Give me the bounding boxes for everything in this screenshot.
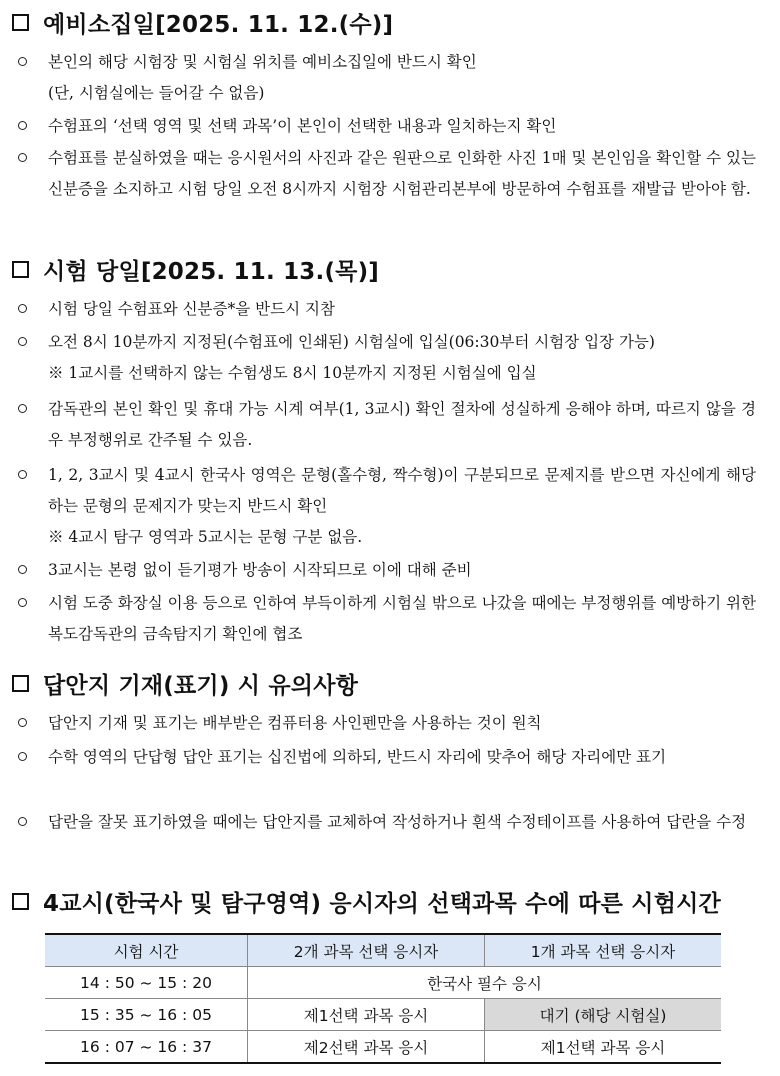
time-cell: 15 : 35 ~ 16 : 05 [45, 999, 248, 1031]
list-item [18, 394, 756, 456]
item-note: ※ 1교시를 선택하지 않는 수험생도 8시 10분까지 지정된 시험실에 입실 [48, 364, 537, 382]
circle-bullet-icon [18, 817, 27, 826]
circle-bullet-icon [18, 57, 27, 66]
circle-bullet-icon [18, 404, 27, 413]
section-title: 답안지 기재(표기) 시 유의사항 [43, 673, 359, 699]
item-text: 오전 8시 10분까지 지정된(수험표에 인쇄된) 시험실에 입실(06:30부터 시험장 입장 가능) [48, 333, 655, 351]
checkbox-square-icon [12, 893, 29, 910]
table-header-row [45, 934, 721, 967]
item-text: 본인의 해당 시험장 및 시험실 위치를 예비소집일에 반드시 확인 [48, 53, 477, 71]
section-title: 4교시(한국사 및 탐구영역) 응시자의 선택과목 수에 따른 시험시간 [43, 891, 721, 917]
circle-bullet-icon [18, 153, 27, 162]
column-header: 1개 과목 선택 응시자 [485, 934, 722, 967]
two-subject-cell: 제2선택 과목 응시 [248, 1031, 485, 1064]
table-row [45, 1031, 721, 1064]
list-item [18, 47, 756, 109]
item-text: 3교시는 본령 없이 듣기평가 방송이 시작되므로 이에 대해 준비 [48, 561, 472, 579]
list-item [18, 555, 756, 586]
item-text: 시험 도중 화장실 이용 등으로 인하여 부득이하게 시험실 밖으로 나갔을 때에는 부정행위를 예방하기 위한 복도감독관의 금속탐지기 확인에 협조 [48, 594, 756, 643]
list-item [18, 742, 756, 773]
section-heading [12, 6, 393, 39]
item-text: 수험표의 ‘선택 영역 및 선택 과목’이 본인이 선택한 내용과 일치하는지 확인 [48, 117, 557, 135]
item-note: (단, 시험실에는 들어갈 수 없음) [48, 84, 265, 102]
circle-bullet-icon [18, 752, 27, 761]
list-item [18, 708, 756, 739]
circle-bullet-icon [18, 470, 27, 479]
item-text: 수험표를 분실하였을 때는 응시원서의 사진과 같은 원판으로 인화한 사진 1매 및 본인임을 확인할 수 있는 신분증을 소지하고 시험 당일 오전 8시까지 시험장 시험관리본부에 방문하여 수험표를 재발급 받아야 함. [48, 149, 756, 198]
item-text: 답안지 기재 및 표기는 배부받은 컴퓨터용 사인펜만을 사용하는 것이 원칙 [48, 714, 542, 732]
list-item [18, 460, 756, 553]
time-cell: 16 : 07 ~ 16 : 37 [45, 1031, 248, 1064]
list-item [18, 327, 756, 389]
list-item [18, 143, 756, 205]
circle-bullet-icon [18, 598, 27, 607]
item-text: 감독관의 본인 확인 및 휴대 가능 시계 여부(1, 3교시) 확인 절차에 성실하게 응해야 하며, 따르지 않을 경우 부정행위로 간주될 수 있음. [48, 400, 756, 449]
checkbox-square-icon [12, 675, 29, 692]
section-heading [12, 667, 358, 700]
section-heading [12, 885, 721, 918]
list-item [18, 294, 756, 325]
item-text: 수학 영역의 단답형 답안 표기는 십진법에 의하되, 반드시 자리에 맞추어 해당 자리에만 표기 [48, 748, 667, 766]
section-title: 시험 당일[2025. 11. 13.(목)] [43, 259, 379, 285]
item-text: 답란을 잘못 표기하였을 때에는 답안지를 교체하여 작성하거나 흰색 수정테이프를 사용하여 답란을 수정 [48, 813, 747, 831]
section-heading [12, 253, 379, 286]
table-row [45, 999, 721, 1031]
one-subject-cell: 대기 (해당 시험실) [485, 999, 722, 1031]
circle-bullet-icon [18, 718, 27, 727]
item-text: 1, 2, 3교시 및 4교시 한국사 영역은 문형(홀수형, 짝수형)이 구분되므로 문제지를 받으면 자신에게 해당하는 문형의 문제지가 맞는지 반드시 확인 [48, 466, 756, 515]
circle-bullet-icon [18, 565, 27, 574]
circle-bullet-icon [18, 304, 27, 313]
checkbox-square-icon [12, 14, 29, 31]
column-header: 시험 시간 [45, 934, 248, 967]
exam-schedule-table [45, 933, 721, 1064]
item-note: ※ 4교시 탐구 영역과 5교시는 문형 구분 없음. [48, 528, 363, 546]
circle-bullet-icon [18, 121, 27, 130]
list-item [18, 588, 756, 650]
one-subject-cell: 제1선택 과목 응시 [485, 1031, 722, 1064]
time-cell: 14 : 50 ~ 15 : 20 [45, 967, 248, 999]
circle-bullet-icon [18, 337, 27, 346]
item-text: 시험 당일 수험표와 신분증*을 반드시 지참 [48, 300, 335, 318]
section-title: 예비소집일[2025. 11. 12.(수)] [43, 12, 394, 38]
list-item [18, 111, 756, 142]
merged-cell: 한국사 필수 응시 [248, 967, 722, 999]
list-item [18, 807, 756, 838]
column-header: 2개 과목 선택 응시자 [248, 934, 485, 967]
table-row [45, 967, 721, 999]
checkbox-square-icon [12, 261, 29, 278]
two-subject-cell: 제1선택 과목 응시 [248, 999, 485, 1031]
